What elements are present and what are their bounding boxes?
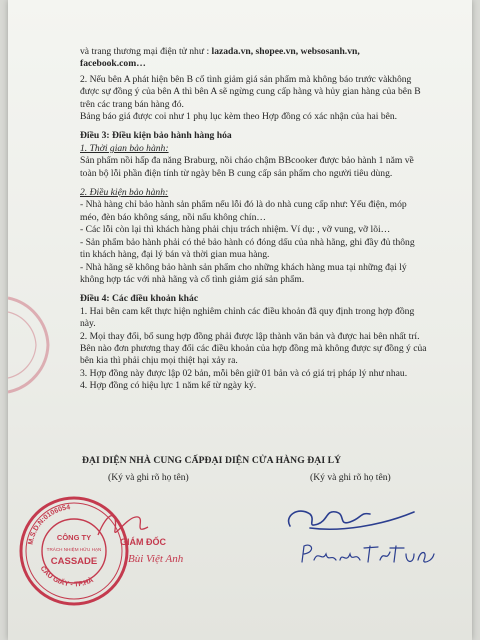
article-4-line-2: này.: [80, 318, 96, 330]
clause-2-line-3: trên các trang bán hàng đó.: [80, 98, 184, 110]
article-3-sub2-text-4: - Sản phẩm bảo hành phải có thẻ bảo hành có đóng dấu của nhà hãng, ghi đầy đủ thông: [80, 236, 415, 248]
article-4-line-6: 3. Hợp đồng này được lập 02 bản, mỗi bên giữ 01 bản và có giá trị pháp lý như nhau.: [80, 367, 408, 379]
article-3-sub2: 2. Điều kiện bảo hành:: [80, 187, 169, 199]
clause-2-line-2: được sự đồng ý của bên A thì bên A sẽ ngừng cung cấp hàng và hủy gian hàng của bên B: [80, 86, 421, 98]
intro-line-1: và trang thương mại điện tử như : lazada.vn, shopee.vn, websosanh.vn,: [80, 46, 360, 57]
article-3-sub1-text-1: Sản phẩm nồi hấp đa năng Braburg, nồi cháo chậm BBcooker được bảo hành 1 năm về: [80, 155, 414, 167]
article-4-line-7: 4. Hợp đồng có hiệu lực 1 năm kể từ ngày ký.: [80, 380, 257, 392]
article-3-sub2-text-7: không hợp tác với nhà hãng và cố tình giảm giá sản phẩm.: [80, 273, 305, 285]
article-4-title: Điều 4: Các điều khoản khác: [80, 293, 199, 305]
agent-name-handwritten: [298, 540, 448, 570]
article-3-sub2-text-6: - Nhà hãng sẽ không bảo hành sản phẩm cho những khách hàng mua tại những đại lý: [80, 261, 407, 273]
article-3-sub1: 1. Thời gian bảo hành:: [80, 142, 169, 154]
signature-heading: ĐẠI DIỆN NHÀ CUNG CẤPĐẠI DIỆN CỬA HÀNG ĐẠI LÝ: [82, 455, 342, 466]
seal-ring-top: M.S.D.N:0106054: [27, 504, 71, 546]
article-3-sub2-text-5: tin khách hàng, đại lý bán và thời gian mua hàng.: [80, 249, 270, 261]
document-page: [8, 0, 472, 640]
seal-subtitle: TRÁCH NHIỆM HỮU HẠN: [46, 547, 102, 552]
seal-company: CÔNG TY: [56, 533, 92, 542]
article-3-sub1-text-2: toàn bộ lỗi phần điện tính từ ngày bên B cung cấp sản phẩm cho người tiêu dùng.: [80, 167, 393, 179]
intro-site-list: lazada.vn, shopee.vn, websosanh.vn,: [209, 46, 360, 57]
intro-line-2: facebook.com…: [80, 58, 146, 70]
article-3-sub2-text-2: méo, đèn báo không sáng, nồi nấu không chín…: [80, 211, 266, 223]
article-3-sub2-text-3: - Các lỗi còn lại thì khách hàng phải chịu trách nhiệm. Ví dụ: , vỡ vung, vỡ lõi…: [80, 224, 391, 236]
document-body: [80, 46, 460, 393]
director-name: Bùi Việt Anh: [128, 553, 184, 565]
article-4-line-5: bên kia thì phải chịu mọi thiệt hại xảy ra.: [80, 355, 238, 367]
article-4-line-3: 2. Mọi thay đổi, bổ sung hợp đồng phải được lập thành văn bản và được hai bên nhất trí.: [80, 330, 420, 342]
article-4-line-4: Bên nào đơn phương thay đổi các điều khoản của hợp đồng mà không được sự đồng ý của: [80, 342, 427, 354]
supplier-signature: [93, 505, 153, 545]
seal-name: CASSADE: [50, 556, 98, 567]
partial-stamp-left: [8, 290, 58, 400]
article-3-title: Điều 3: Điều kiện bảo hành hàng hóa: [80, 130, 232, 142]
supplier-sign-note: (Ký và ghi rõ họ tên): [108, 472, 189, 483]
article-3-sub2-text-1: - Nhà hàng chỉ bảo hành sản phẩm nếu lỗi đó là do nhà cung cấp như: Yếu điện, móp: [80, 199, 407, 211]
director-title: GIÁM ĐỐC: [120, 537, 166, 547]
price-note: Bảng báo giá được coi như 1 phụ lục kèm theo Hợp đồng có xác nhận của hai bên.: [80, 111, 398, 123]
seal-ring-bottom: CẦU GIẤY - TP.HÀ: [38, 565, 95, 589]
article-4-line-1: 1. Hai bên cam kết thực hiện nghiêm chỉnh các điều khoản đã quy định trong hợp đồng: [80, 305, 415, 317]
clause-2-line-1: 2. Nếu bên A phát hiện bên B cố tình giảm giá sản phẩm mà không báo trước vàkhông: [80, 73, 412, 85]
agent-sign-note: (Ký và ghi rõ họ tên): [310, 472, 391, 483]
